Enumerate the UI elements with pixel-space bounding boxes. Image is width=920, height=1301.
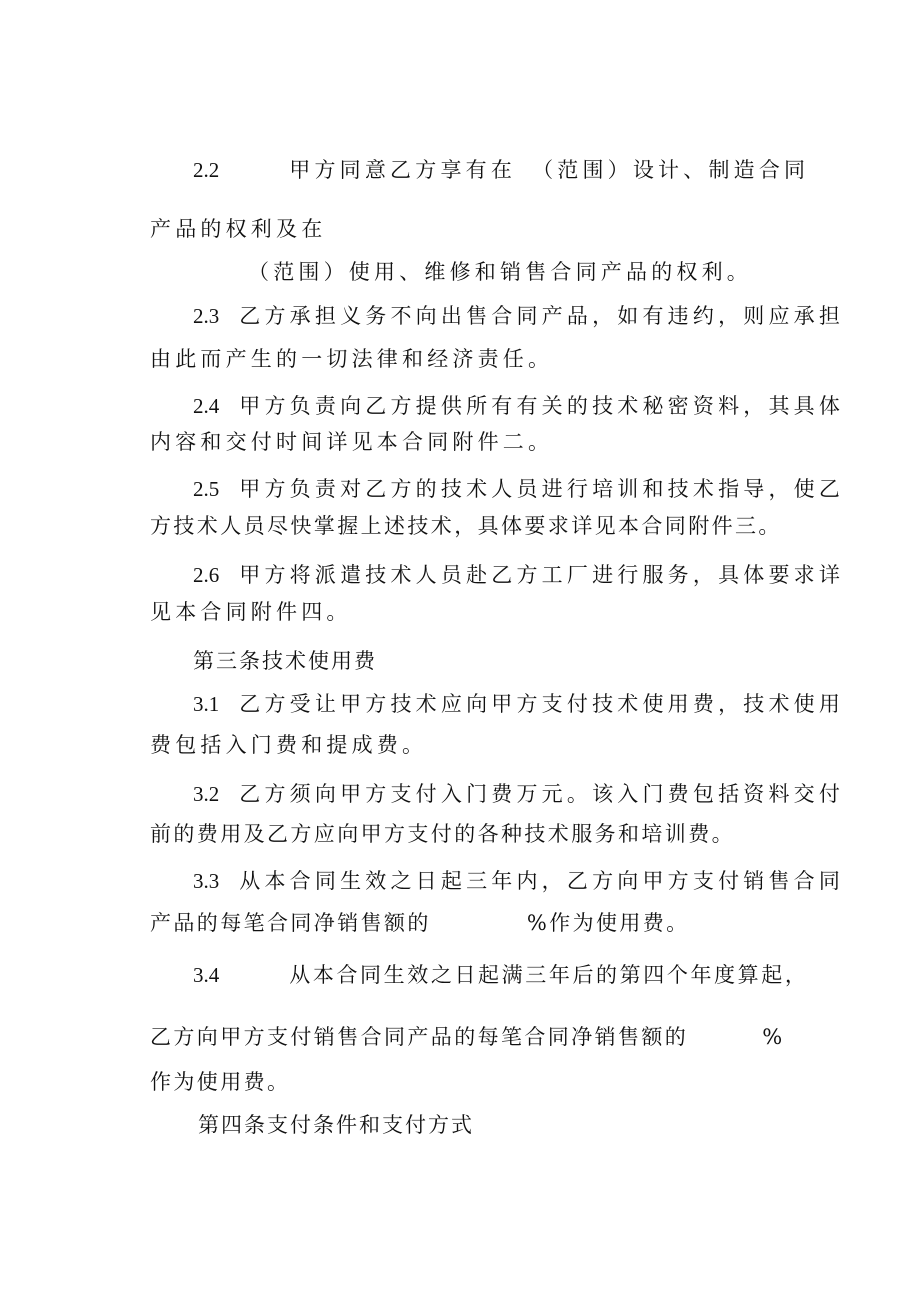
clause-text: 从本合同生效之日起三年内，乙方向甲方支付销售合同 xyxy=(239,869,845,893)
clause-text: 从本合同生效之日起满三年后的第四个年度算起， xyxy=(289,963,809,987)
clause-3-2-line1 xyxy=(193,780,845,808)
clause-2-6-line1 xyxy=(193,561,845,589)
clause-3-4-line1 xyxy=(193,961,808,989)
clause-3-3-line1 xyxy=(193,867,845,895)
clause-2-4-line2: 内容和交付时间详见本合同附件二。 xyxy=(150,430,554,454)
clause-2-2-line2: 产品的权利及在 xyxy=(150,217,327,241)
clause-number: 2.3 xyxy=(193,304,220,328)
clause-3-3-line2 xyxy=(150,909,690,937)
clause-2-2-line1 xyxy=(193,156,809,184)
clause-2-3-line1 xyxy=(193,302,845,330)
clause-text: 乙方向甲方支付销售合同产品的每笔合同净销售额的 xyxy=(150,1025,689,1049)
clause-text: 甲方将派遣技术人员赴乙方工厂进行服务，具体要求详 xyxy=(239,563,845,587)
clause-2-6-line2: 见本合同附件四。 xyxy=(150,600,352,624)
article-3-heading: 第三条技术使用费 xyxy=(193,649,377,673)
clause-text: 甲方同意乙方享有在 xyxy=(289,158,517,182)
clause-2-2-line3: （范围）使用、维修和销售合同产品的权利。 xyxy=(248,260,752,284)
clause-3-4-line3: 作为使用费。 xyxy=(150,1070,291,1094)
clause-3-1-line2: 费包括入门费和提成费。 xyxy=(150,733,428,757)
clause-text: 产品的每笔合同净销售额的 xyxy=(150,911,431,935)
clause-3-4-line2 xyxy=(150,1023,785,1051)
clause-2-4-line1 xyxy=(193,392,845,420)
article-4-heading: 第四条支付条件和支付方式 xyxy=(198,1113,474,1137)
clause-2-3-line2: 由此而产生的一切法律和经济责任。 xyxy=(150,347,554,371)
clause-text: 甲方负责对乙方的技术人员进行培训和技术指导，使乙 xyxy=(239,477,845,501)
clause-3-1-line1 xyxy=(193,690,845,718)
clause-number: 3.2 xyxy=(193,782,220,806)
clause-text: %作为使用费。 xyxy=(526,911,690,935)
clause-3-2-line2: 前的费用及乙方应向甲方支付的各种技术服务和培训费。 xyxy=(150,822,735,846)
clause-number: 2.6 xyxy=(193,563,220,587)
clause-2-5-line2: 方技术人员尽快掌握上述技术，具体要求详见本合同附件三。 xyxy=(150,514,782,538)
clause-number: 2.5 xyxy=(193,477,220,501)
clause-number: 3.3 xyxy=(193,869,220,893)
clause-text: 乙方承担义务不向出售合同产品，如有违约，则应承担 xyxy=(239,304,845,328)
clause-text: 乙方受让甲方技术应向甲方支付技术使用费，技术使用 xyxy=(239,692,845,716)
clause-text: % xyxy=(762,1025,785,1049)
clause-number: 3.1 xyxy=(193,692,220,716)
clause-text: 乙方须向甲方支付入门费万元。该入门费包括资料交付 xyxy=(239,782,845,806)
clause-number: 3.4 xyxy=(193,963,220,987)
clause-text: （范围）设计、制造合同 xyxy=(532,158,810,182)
clause-number: 2.4 xyxy=(193,394,220,418)
clause-number: 2.2 xyxy=(193,158,220,182)
clause-text: 甲方负责向乙方提供所有有关的技术秘密资料，其具体 xyxy=(239,394,845,418)
clause-2-5-line1 xyxy=(193,475,845,503)
